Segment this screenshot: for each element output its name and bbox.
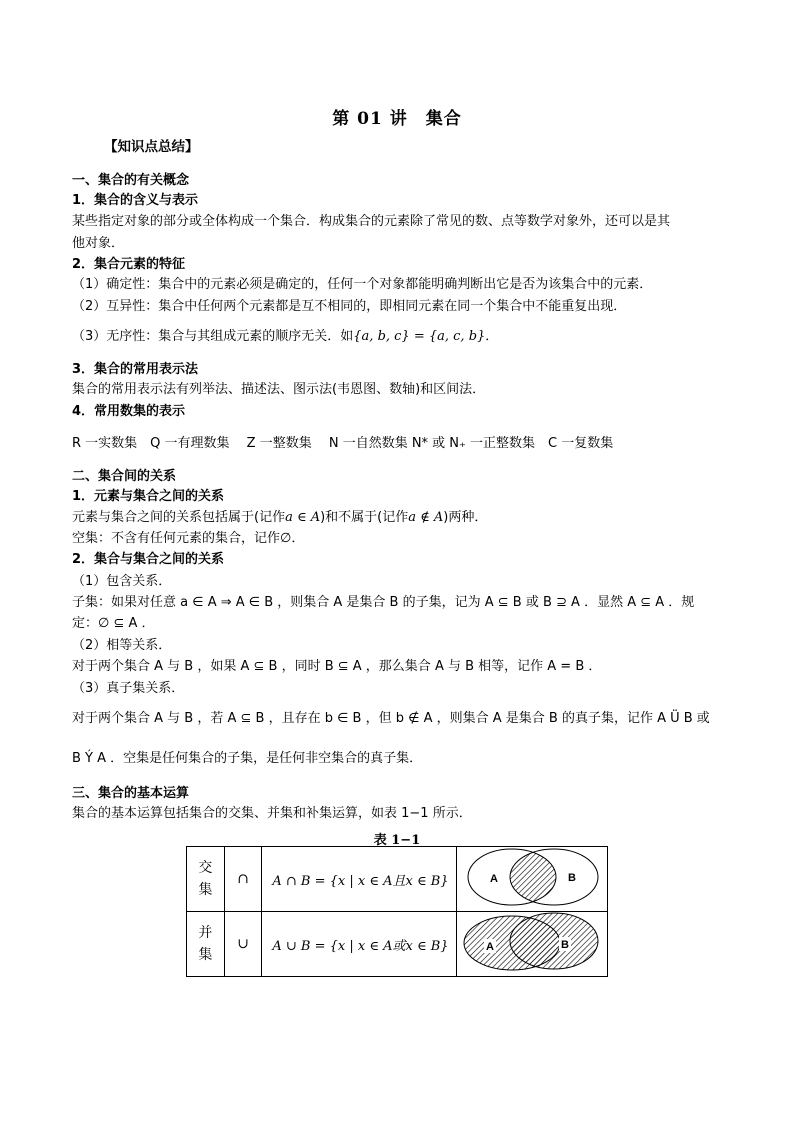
list-item: （1）包含关系． xyxy=(72,574,172,589)
table-row xyxy=(187,912,608,977)
math-expression: {a, b, c} = {a, c, b} xyxy=(353,329,486,344)
list-item: （2）互异性：集合中任何两个元素都是互不相同的，即相同元素在同一个集合中不能重复出现． xyxy=(72,299,627,314)
venn-diagram-cell xyxy=(456,847,607,912)
operation-expression: A ∩ B = {x | x ∈ A且x ∈ B} xyxy=(262,847,457,912)
list-item xyxy=(72,329,498,345)
section-2-heading: 二、集合间的关系 xyxy=(72,469,177,484)
venn-diagram-cell xyxy=(456,912,607,977)
set-b-label: B xyxy=(560,939,569,951)
operation-name-char: 并 xyxy=(198,925,213,941)
paragraph: R 一实数集 Q 一有理数集 Z 一整数集 N 一自然数集 N* 或 N₊ 一正整数集 C 一复数集 xyxy=(72,436,614,451)
paragraph: 某些指定对象的部分或全体构成一个集合．构成集合的元素除了常见的数、点等数学对象外，还可以是其 xyxy=(72,214,671,229)
text-run: )和不属于(记作 xyxy=(320,510,409,525)
operation-name-char: 集 xyxy=(198,882,213,898)
text-run: 元素与集合之间的关系包括属于(记作 xyxy=(72,510,286,525)
subsection-heading: 4．常用数集的表示 xyxy=(72,404,186,419)
summary-heading: 【知识点总结】 xyxy=(104,139,199,155)
set-b-circle xyxy=(510,913,598,969)
punctuation: ． xyxy=(485,329,499,344)
page-title: 第 01 讲 集合 xyxy=(332,109,462,129)
set-a-label: A xyxy=(489,873,498,885)
table-caption: 表 1−1 xyxy=(373,833,421,848)
paragraph xyxy=(72,531,304,547)
paragraph: 子集：如果对任意 a ∈ A ⇒ A ∈ B ，则集合 A 是集合 B 的子集，记为 A ⊆ B 或 B ⊇ A ．显然 A ⊆ A ．规 xyxy=(72,595,695,610)
subsection-heading: 1．集合的含义与表示 xyxy=(72,193,199,208)
operation-name-char: 交 xyxy=(198,860,213,876)
math-expression: a ∈ A xyxy=(285,510,321,525)
subsection-heading: 2．集合元素的特征 xyxy=(72,257,186,272)
math-expression: ∅ xyxy=(280,531,292,546)
operation-symbol: ∪ xyxy=(224,912,262,977)
operation-symbol: ∩ xyxy=(224,847,262,912)
list-item: （3）真子集关系． xyxy=(72,681,185,696)
set-b-label: B xyxy=(567,872,576,884)
paragraph: 集合的常用表示法有列举法、描述法、图示法(韦恩图、数轴)和区间法． xyxy=(72,382,486,397)
list-item-text: （3）无序性：集合与其组成元素的顺序无关．如 xyxy=(72,329,354,344)
operation-name-char: 集 xyxy=(198,947,213,963)
paragraph: 他对象． xyxy=(72,236,125,251)
paragraph: B Ý A ．空集是任何集合的子集，是任何非空集合的真子集． xyxy=(72,751,423,766)
subsection-heading: 2．集合与集合之间的关系 xyxy=(72,552,225,567)
intersection-venn-diagram xyxy=(457,847,607,907)
list-item: （1）确定性：集合中的元素必须是确定的，任何一个对象都能明确判断出它是否为该集合中的元素． xyxy=(72,277,653,292)
subsection-heading: 3．集合的常用表示法 xyxy=(72,362,199,377)
set-a-label: A xyxy=(485,941,494,953)
set-operations-table xyxy=(186,846,608,977)
operation-name-cell xyxy=(187,847,225,912)
section-1-heading: 一、集合的有关概念 xyxy=(72,173,190,188)
paragraph: 对于两个集合 A 与 B ，如果 A ⊆ B ，同时 B ⊆ A ，那么集合 A 与 B 相等，记作 A = B ． xyxy=(72,659,602,674)
paragraph: 集合的基本运算包括集合的交集、并集和补集运算，如表 1−1 所示． xyxy=(72,806,472,821)
union-venn-diagram xyxy=(457,912,607,972)
operation-expression: A ∪ B = {x | x ∈ A或x ∈ B} xyxy=(262,912,457,977)
paragraph xyxy=(72,510,487,526)
list-item: （2）相等关系． xyxy=(72,638,172,653)
operation-name-cell xyxy=(187,912,225,977)
text-run: )两种． xyxy=(443,510,488,525)
paragraph: 对于两个集合 A 与 B ，若 A ⊆ B ，且存在 b ∈ B ，但 b ∉ A ，则集合 A 是集合 B 的真子集，记作 A Ü B 或 xyxy=(72,711,710,726)
text-run: ． xyxy=(291,531,305,546)
math-expression: a ∉ A xyxy=(408,510,444,525)
table-row xyxy=(187,847,608,912)
text-run: 空集：不含有任何元素的集合，记作 xyxy=(72,531,281,546)
section-3-heading: 三、集合的基本运算 xyxy=(72,786,190,801)
subsection-heading: 1．元素与集合之间的关系 xyxy=(72,489,225,504)
paragraph: 定：∅ ⊆ A ． xyxy=(72,616,155,631)
